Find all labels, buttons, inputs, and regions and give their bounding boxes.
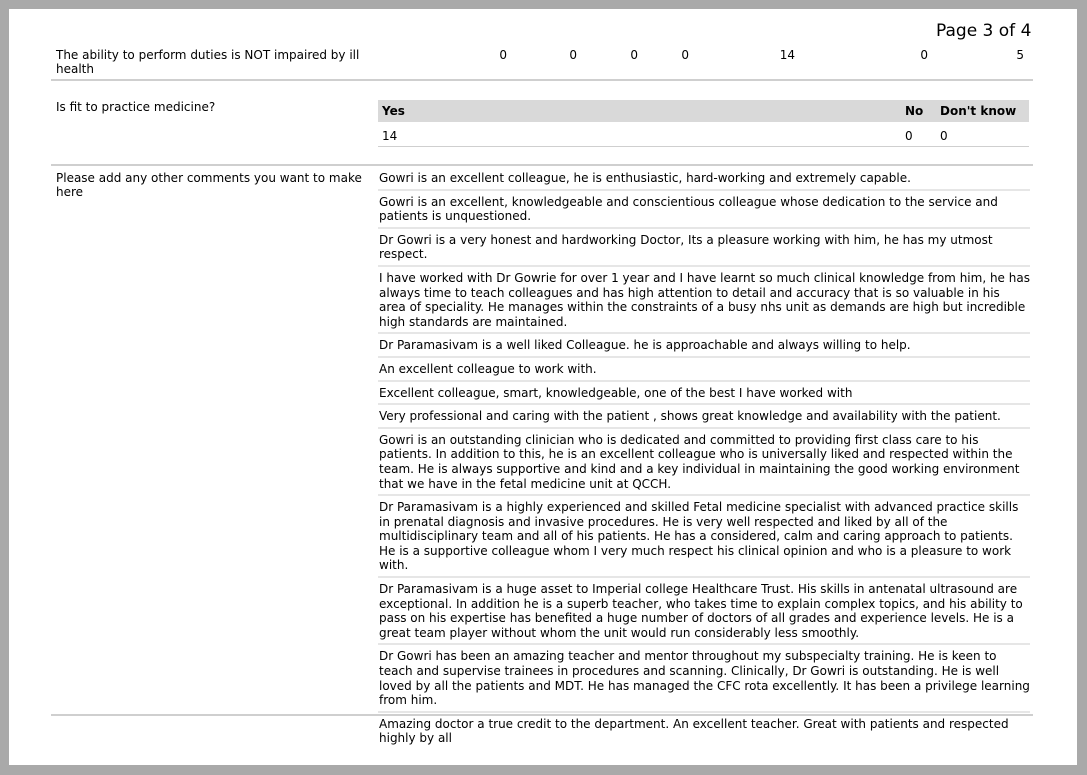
comment-item: Very professional and caring with the patient , shows great knowledge and availability with the patient. [378,407,1030,429]
fit-table-header [378,100,1029,122]
comment-item: Dr Gowri is a very honest and hardworking Doctor, Its a pleasure working with him, he has my utmost respect. [378,231,1030,267]
comments-list [378,169,1030,751]
comment-item: An excellent colleague to work with. [378,360,1030,382]
duties-value-2: 0 [569,48,577,62]
divider [51,714,1033,716]
divider [378,146,1029,147]
report-page [9,9,1077,765]
fit-header-no: No [905,104,924,118]
comment-item: Gowri is an excellent colleague, he is enthusiastic, hard-working and extremely capable. [378,169,1030,191]
fit-value-dont-know: 0 [940,129,948,143]
comments-question-label: Please add any other comments you want to make here [56,171,362,199]
comment-item: Dr Paramasivam is a well liked Colleague. he is approachable and always willing to help. [378,336,1030,358]
duties-value-1: 0 [499,48,507,62]
duties-question-label: The ability to perform duties is NOT impaired by ill health [56,48,360,76]
comment-item: Dr Paramasivam is a huge asset to Imperial college Healthcare Trust. His skills in antenatal ultrasound are exceptional. In addition he is a superb teacher, who takes time to explain complex topics, and his ability to pass on his expertise has benefited a huge number of doctors of all grades and experience levels. He is a great team player without whom the unit would run considerably less smoothly. [378,580,1030,645]
duties-value-4: 0 [681,48,689,62]
divider [51,164,1033,166]
page-number: Page 3 of 4 [936,21,1032,41]
comment-item: I have worked with Dr Gowrie for over 1 year and I have learnt so much clinical knowledge from him, he has always time to teach colleagues and has high attention to detail and accuracy that is so valuable in his area of speciality. He manages within the constraints of a busy nhs unit as demands are high but incredible high standards are maintained. [378,269,1030,334]
duties-value-7: 5 [1016,48,1024,62]
fit-header-yes: Yes [382,104,405,118]
comment-item: Gowri is an excellent, knowledgeable and conscientious colleague whose dedication to the service and patients is unquestioned. [378,193,1030,229]
fit-value-no: 0 [905,129,913,143]
duties-value-6: 0 [920,48,928,62]
comment-item: Excellent colleague, smart, knowledgeable, one of the best I have worked with [378,384,1030,406]
fit-question-label: Is fit to practice medicine? [56,100,216,114]
comment-item: Gowri is an outstanding clinician who is dedicated and committed to providing first class care to his patients. In addition to this, he is an excellent colleague who is universally liked and respected within the team. He is always supportive and kind and a key individual in maintaining the good working environment that we have in the fetal medicine unit at QCCH. [378,431,1030,496]
fit-value-yes: 14 [382,129,398,143]
comment-item: Dr Paramasivam is a highly experienced and skilled Fetal medicine specialist with advanced practice skills in prenatal diagnosis and invasive procedures. He is very well respected and liked by all of the multidisciplinary team and all of his patients. He has a considered, calm and caring approach to patients. He is a supportive colleague whom I very much respect his clinical opinion and who is a pleasure to work with. [378,498,1030,578]
duties-value-3: 0 [630,48,638,62]
duties-value-5: 14 [779,48,795,62]
comment-item: Dr Gowri has been an amazing teacher and mentor throughout my subspecialty training. He is keen to teach and supervise trainees in procedures and scanning. Clinically, Dr Gowri is outstanding. He is well loved by all the patients and MDT. He has managed the CFC rota excellently. It has been a privilege learning from him. [378,647,1030,712]
fit-header-dont-know: Don't know [940,104,1017,118]
comment-item: Amazing doctor a true credit to the department. An excellent teacher. Great with patients and respected highly by all [379,716,1009,746]
divider [51,79,1033,81]
